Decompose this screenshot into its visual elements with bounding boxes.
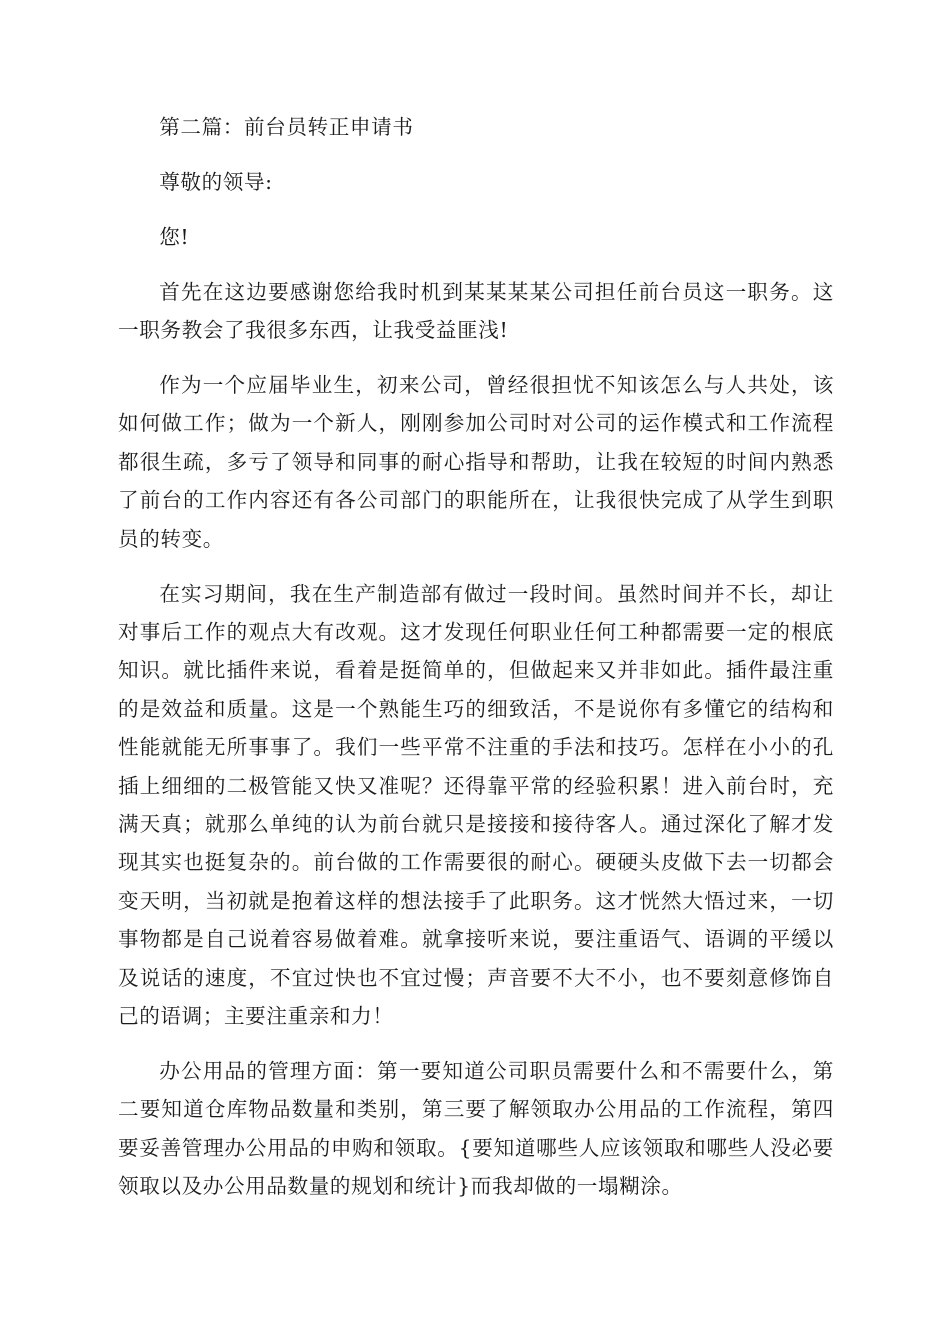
paragraph-internship: 在实习期间，我在生产制造部有做过一段时间。虽然时间并不长，却让对事后工作的观点大有改观。这才发现任何职业任何工种都需要一定的根底知识。就比插件来说，看着是挺简单的，但做起来又并非如此。插件最注重的是效益和质量。这是一个熟能生巧的细致活，不是说你有多懂它的结构和性能就能无所事事了。我们一些平常不注重的手法和技巧。怎样在小小的孔插上细细的二极管能又快又准呢？还得靠平常的经验积累！进入前台时，充满天真；就那么单纯的认为前台就只是接接和接待客人。通过深化了解才发现其实也挺复杂的。前台做的工作需要很的耐心。硬硬头皮做下去一切都会变天明，当初就是抱着这样的想法接手了此职务。这才恍然大悟过来，一切事物都是自己说着容易做着难。就拿接听来说，要注重语气、语调的平缓以及说话的速度，不宜过快也不宜过慢；声音要不大不小，也不要刻意修饰自己的语调；主要注重亲和力！ — [118, 581, 834, 1029]
paragraph-graduate: 作为一个应届毕业生，初来公司，曾经很担忧不知该怎么与人共处，该如何做工作；做为一个新人，刚刚参加公司时对公司的运作模式和工作流程都很生疏，多亏了领导和同事的耐心指导和帮助，让我在较短的时间内熟悉了前台的工作内容还有各公司部门的职能所在，让我很快完成了从学生到职员的转变。 — [118, 373, 834, 551]
document-title: 第二篇：前台员转正申请书 — [159, 115, 414, 139]
salutation: 尊敬的领导: — [159, 169, 273, 194]
greeting: 您! — [159, 224, 190, 249]
paragraph-thanks: 首先在这边要感谢您给我时机到某某某某公司担任前台员这一职务。这一职务教会了我很多东西，让我受益匪浅! — [118, 279, 834, 343]
document-body — [118, 108, 834, 1206]
paragraph-office-supplies: 办公用品的管理方面：第一要知道公司职员需要什么和不需要什么，第二要知道仓库物品数量和类别，第三要了解领取办公用品的工作流程，第四要妥善管理办公用品的申购和领取。{要知道哪些人应该领取和哪些人没必要领取以及办公用品数量的规划和统计}而我却做的一塌糊涂。 — [118, 1058, 834, 1199]
